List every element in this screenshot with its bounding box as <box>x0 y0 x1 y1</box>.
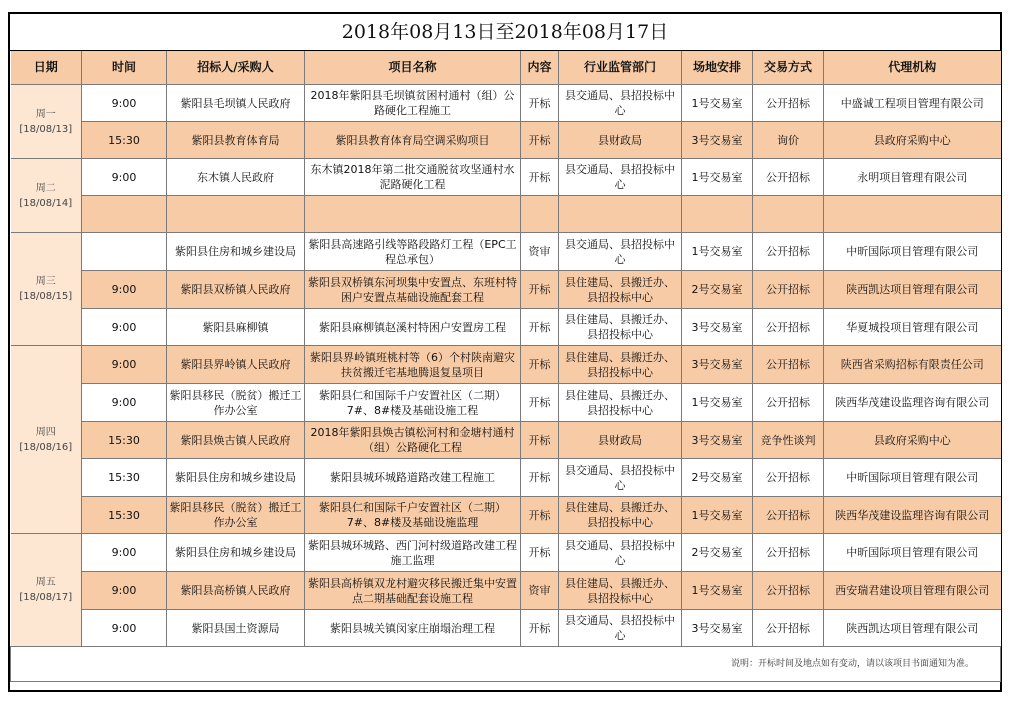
agent-cell: 陕西省采购招标有限责任公司 <box>824 346 1001 384</box>
dept-cell: 县交通局、县招投标中心 <box>559 534 682 572</box>
agent-cell: 永明项目管理有限公司 <box>824 159 1001 196</box>
method-cell: 公开招标 <box>753 271 824 309</box>
method-cell: 公开招标 <box>753 610 824 647</box>
content-cell: 资审 <box>521 233 559 271</box>
content-cell: 开标 <box>521 534 559 572</box>
content-cell: 开标 <box>521 271 559 309</box>
tenderer-cell: 东木镇人民政府 <box>167 159 305 196</box>
header-method: 交易方式 <box>753 51 824 85</box>
project-cell: 2018年紫阳县毛坝镇贫困村通村（组）公路硬化工程施工 <box>305 85 521 122</box>
tenderer-cell: 紫阳县移民（脱贫）搬迁工作办公室 <box>167 497 305 534</box>
venue-cell <box>682 196 753 233</box>
method-cell <box>753 196 824 233</box>
header-date: 日期 <box>11 51 82 85</box>
tenderer-cell: 紫阳县国土资源局 <box>167 610 305 647</box>
agent-cell: 陕西凯达项目管理有限公司 <box>824 271 1001 309</box>
tenderer-cell: 紫阳县焕古镇人民政府 <box>167 422 305 459</box>
venue-cell: 1号交易室 <box>682 497 753 534</box>
tenderer-cell: 紫阳县麻柳镇 <box>167 309 305 346</box>
time-cell: 9:00 <box>82 572 167 610</box>
table-row <box>11 346 1001 384</box>
tenderer-cell <box>167 196 305 233</box>
table-row <box>11 159 1001 196</box>
date-cell <box>11 85 82 159</box>
tenderer-cell: 紫阳县住房和城乡建设局 <box>167 233 305 271</box>
agent-cell: 陕西凯达项目管理有限公司 <box>824 610 1001 647</box>
method-cell: 公开招标 <box>753 497 824 534</box>
agent-cell: 中昕国际项目管理有限公司 <box>824 459 1001 497</box>
project-cell: 东木镇2018年第二批交通脱贫攻坚通村水泥路硬化工程 <box>305 159 521 196</box>
agent-cell: 西安瑞君建设项目管理有限公司 <box>824 572 1001 610</box>
date-label: [18/08/17] <box>19 592 73 603</box>
tenderer-cell: 紫阳县教育体育局 <box>167 122 305 159</box>
table-row <box>11 85 1001 122</box>
date-label: [18/08/13] <box>19 123 73 135</box>
venue-cell: 3号交易室 <box>682 309 753 346</box>
method-cell: 公开招标 <box>753 346 824 384</box>
method-cell: 公开招标 <box>753 572 824 610</box>
venue-cell: 1号交易室 <box>682 85 753 122</box>
schedule-table <box>10 51 1001 682</box>
date-label: [18/08/15] <box>19 291 73 302</box>
project-cell: 2018年紫阳县焕古镇松河村和金塘村通村（组）公路硬化工程 <box>305 422 521 459</box>
time-cell: 9:00 <box>82 346 167 384</box>
agent-cell: 陕西华茂建设监理咨询有限公司 <box>824 384 1001 422</box>
tenderer-cell: 紫阳县毛坝镇人民政府 <box>167 85 305 122</box>
project-cell: 紫阳县教育体育局空调采购项目 <box>305 122 521 159</box>
agent-cell: 县政府采购中心 <box>824 422 1001 459</box>
date-label: [18/08/14] <box>19 197 73 209</box>
weekday-label: 周二 <box>35 182 56 194</box>
project-cell: 紫阳县高桥镇双龙村避灾移民搬迁集中安置点二期基础配套设施工程 <box>305 572 521 610</box>
agent-cell: 陕西华茂建设监理咨询有限公司 <box>824 497 1001 534</box>
venue-cell: 3号交易室 <box>682 422 753 459</box>
time-cell <box>82 196 167 233</box>
time-cell: 15:30 <box>82 459 167 497</box>
agent-cell: 县政府采购中心 <box>824 122 1001 159</box>
time-cell: 9:00 <box>82 85 167 122</box>
venue-cell: 3号交易室 <box>682 610 753 647</box>
content-cell: 开标 <box>521 610 559 647</box>
project-cell: 紫阳县仁和国际千户安置社区（二期）7#、8#楼及基础设施监理 <box>305 497 521 534</box>
content-cell: 开标 <box>521 85 559 122</box>
table-row <box>11 459 1001 497</box>
project-cell: 紫阳县城环城路、西门河村级道路改建工程施工监理 <box>305 534 521 572</box>
method-cell: 公开招标 <box>753 159 824 196</box>
venue-cell: 1号交易室 <box>682 384 753 422</box>
dept-cell: 县交通局、县招投标中心 <box>559 233 682 271</box>
header-row <box>11 51 1001 85</box>
table-row <box>11 122 1001 159</box>
time-cell: 9:00 <box>82 309 167 346</box>
project-cell: 紫阳县仁和国际千户安置社区（二期）7#、8#楼及基础设施工程 <box>305 384 521 422</box>
content-cell: 开标 <box>521 346 559 384</box>
venue-cell: 1号交易室 <box>682 572 753 610</box>
time-cell: 15:30 <box>82 422 167 459</box>
agent-cell: 中昕国际项目管理有限公司 <box>824 534 1001 572</box>
method-cell: 询价 <box>753 122 824 159</box>
content-cell: 开标 <box>521 159 559 196</box>
time-cell: 9:00 <box>82 534 167 572</box>
table-row <box>11 422 1001 459</box>
content-cell: 开标 <box>521 459 559 497</box>
project-cell: 紫阳县双桥镇东河坝集中安置点、东班村特困户安置点基础设施配套工程 <box>305 271 521 309</box>
weekday-label: 周四 <box>35 426 56 438</box>
time-cell: 9:00 <box>82 159 167 196</box>
project-cell: 紫阳县城关镇闵家庄崩塌治理工程 <box>305 610 521 647</box>
time-cell: 9:00 <box>82 384 167 422</box>
dept-cell <box>559 196 682 233</box>
tenderer-cell: 紫阳县双桥镇人民政府 <box>167 271 305 309</box>
content-cell: 开标 <box>521 422 559 459</box>
venue-cell: 2号交易室 <box>682 534 753 572</box>
content-cell: 资审 <box>521 572 559 610</box>
dept-cell: 县住建局、县搬迁办、县招投标中心 <box>559 271 682 309</box>
dept-cell: 县交通局、县招投标中心 <box>559 85 682 122</box>
venue-cell: 2号交易室 <box>682 271 753 309</box>
header-project: 项目名称 <box>305 51 521 85</box>
date-cell <box>11 534 82 647</box>
table-row <box>11 534 1001 572</box>
dept-cell: 县住建局、县搬迁办、县招投标中心 <box>559 384 682 422</box>
tenderer-cell: 紫阳县住房和城乡建设局 <box>167 534 305 572</box>
project-cell: 紫阳县界岭镇班桃村等（6）个村陕南避灾扶贫搬迁宅基地腾退复垦项目 <box>305 346 521 384</box>
tenderer-cell: 紫阳县高桥镇人民政府 <box>167 572 305 610</box>
content-cell: 开标 <box>521 384 559 422</box>
header-venue: 场地安排 <box>682 51 753 85</box>
time-cell: 9:00 <box>82 610 167 647</box>
venue-cell: 2号交易室 <box>682 459 753 497</box>
venue-cell: 1号交易室 <box>682 159 753 196</box>
dept-cell: 县财政局 <box>559 122 682 159</box>
project-cell: 紫阳县麻柳镇赵溪村特困户安置房工程 <box>305 309 521 346</box>
table-row <box>11 572 1001 610</box>
time-cell: 15:30 <box>82 122 167 159</box>
venue-cell: 1号交易室 <box>682 233 753 271</box>
dept-cell: 县住建局、县搬迁办、县招投标中心 <box>559 572 682 610</box>
time-cell: 15:30 <box>82 497 167 534</box>
method-cell: 公开招标 <box>753 384 824 422</box>
dept-cell: 县住建局、县搬迁办、县招投标中心 <box>559 309 682 346</box>
method-cell: 公开招标 <box>753 309 824 346</box>
table-row <box>11 196 1001 233</box>
agent-cell: 中盛诚工程项目管理有限公司 <box>824 85 1001 122</box>
agent-cell <box>824 196 1001 233</box>
dept-cell: 县交通局、县招投标中心 <box>559 610 682 647</box>
dept-cell: 县交通局、县招投标中心 <box>559 459 682 497</box>
dept-cell: 县财政局 <box>559 422 682 459</box>
content-cell: 开标 <box>521 497 559 534</box>
dept-cell: 县交通局、县招投标中心 <box>559 159 682 196</box>
date-cell <box>11 346 82 534</box>
header-tenderer: 招标人/采购人 <box>167 51 305 85</box>
date-label: [18/08/16] <box>19 441 73 453</box>
content-cell: 开标 <box>521 309 559 346</box>
table-row <box>11 610 1001 647</box>
time-cell <box>82 233 167 271</box>
tenderer-cell: 紫阳县界岭镇人民政府 <box>167 346 305 384</box>
footnote: 说明：开标时间及地点如有变动，请以该项目书面通知为准。 <box>11 647 1001 682</box>
weekday-label: 周五 <box>35 577 56 588</box>
note-row <box>11 647 1001 682</box>
date-cell <box>11 159 82 233</box>
header-dept: 行业监管部门 <box>559 51 682 85</box>
schedule-sheet <box>8 12 1002 692</box>
table-row <box>11 497 1001 534</box>
header-time: 时间 <box>82 51 167 85</box>
header-content: 内容 <box>521 51 559 85</box>
method-cell: 公开招标 <box>753 233 824 271</box>
venue-cell: 3号交易室 <box>682 122 753 159</box>
dept-cell: 县住建局、县搬迁办、县招投标中心 <box>559 346 682 384</box>
method-cell: 竞争性谈判 <box>753 422 824 459</box>
agent-cell: 中昕国际项目管理有限公司 <box>824 233 1001 271</box>
weekday-label: 周一 <box>35 108 56 120</box>
method-cell: 公开招标 <box>753 85 824 122</box>
agent-cell: 华夏城投项目管理有限公司 <box>824 309 1001 346</box>
venue-cell: 3号交易室 <box>682 346 753 384</box>
tenderer-cell: 紫阳县住房和城乡建设局 <box>167 459 305 497</box>
time-cell: 9:00 <box>82 271 167 309</box>
content-cell: 开标 <box>521 122 559 159</box>
method-cell: 公开招标 <box>753 459 824 497</box>
weekday-label: 周三 <box>35 276 56 287</box>
project-cell: 紫阳县城环城路道路改建工程施工 <box>305 459 521 497</box>
tenderer-cell: 紫阳县移民（脱贫）搬迁工作办公室 <box>167 384 305 422</box>
table-row <box>11 384 1001 422</box>
table-row <box>11 309 1001 346</box>
table-row <box>11 271 1001 309</box>
header-agent: 代理机构 <box>824 51 1001 85</box>
content-cell <box>521 196 559 233</box>
page-title: 2018年08月13日至2018年08月17日 <box>10 14 1000 51</box>
project-cell <box>305 196 521 233</box>
date-cell <box>11 233 82 346</box>
project-cell: 紫阳县高速路引线等路段路灯工程（EPC工程总承包） <box>305 233 521 271</box>
method-cell: 公开招标 <box>753 534 824 572</box>
dept-cell: 县住建局、县搬迁办、县招投标中心 <box>559 497 682 534</box>
table-row <box>11 233 1001 271</box>
